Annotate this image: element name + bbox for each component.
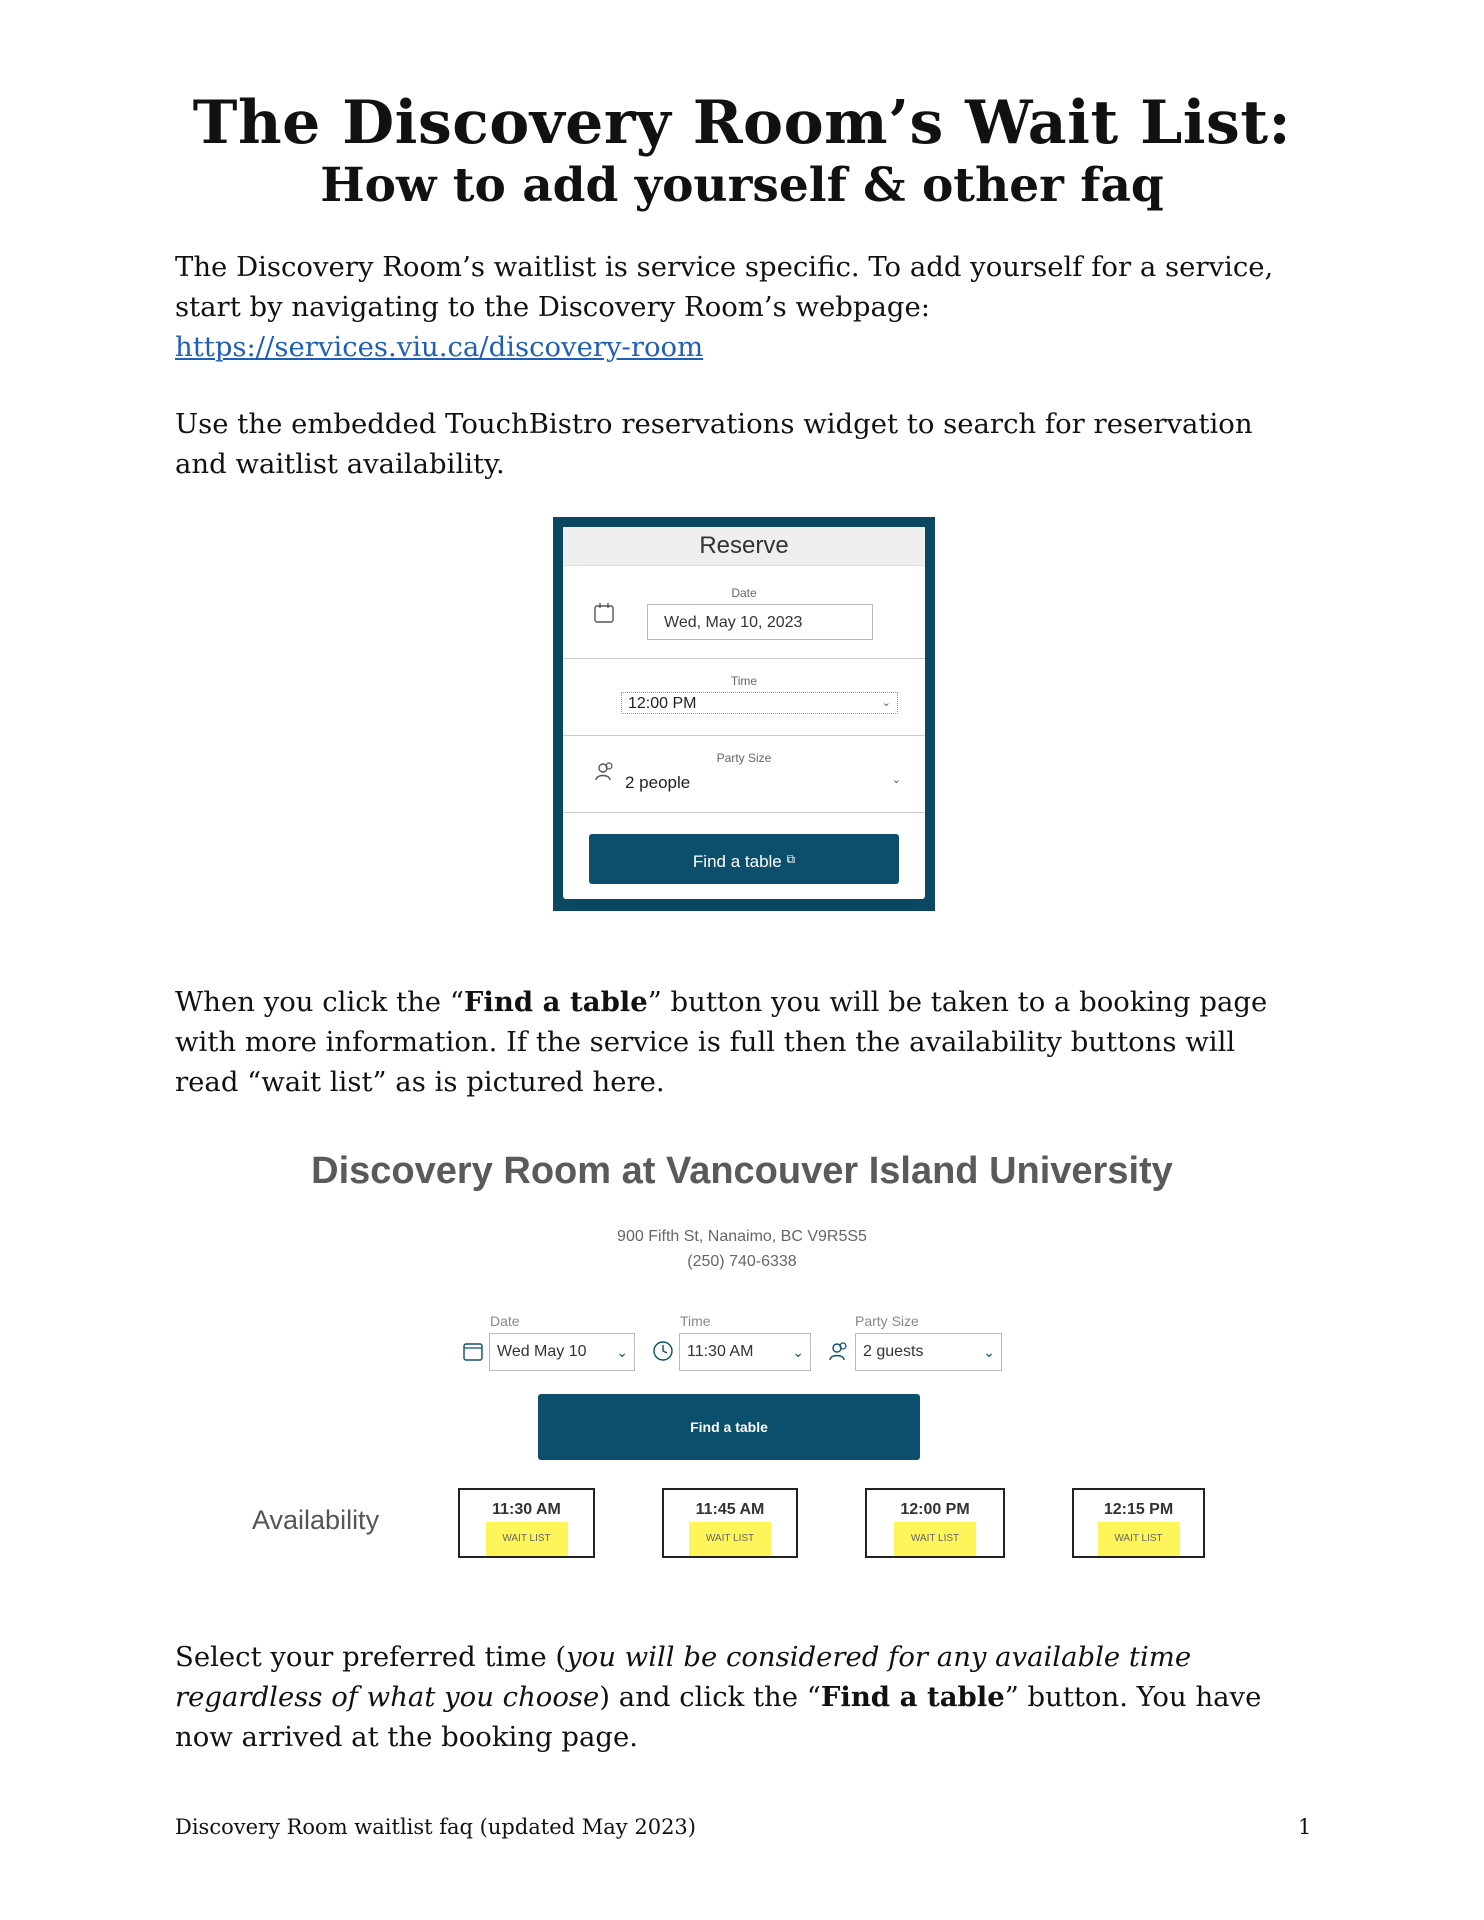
chevron-down-icon: ⌄ xyxy=(881,697,891,709)
clock-icon xyxy=(652,1340,674,1362)
footer-text: Discovery Room waitlist faq (updated May 2023) xyxy=(175,1815,696,1839)
find-table-paragraph xyxy=(175,982,1325,1102)
find-table-line-2: with more information. If the service is full then the availability buttons will xyxy=(175,1026,1236,1058)
reserve-header: Reserve xyxy=(563,527,925,566)
page-number: 1 xyxy=(1298,1815,1312,1839)
time-label: Time xyxy=(730,674,758,688)
slot-time: 11:30 AM xyxy=(492,1501,561,1518)
booking-time-select[interactable] xyxy=(679,1333,811,1371)
select-time-line-3: now arrived at the booking page. xyxy=(175,1721,639,1753)
booking-party-size-value: 2 guests xyxy=(863,1343,924,1360)
discovery-room-link[interactable]: https://services.viu.ca/discovery-room xyxy=(175,331,704,363)
widget-intro-line-1: Use the embedded TouchBistro reservations widget to search for reservation xyxy=(175,408,1253,440)
availability-label: Availability xyxy=(252,1505,380,1535)
people-icon xyxy=(593,760,617,784)
party-size-select[interactable] xyxy=(625,773,690,793)
calendar-icon xyxy=(593,602,615,624)
time-row xyxy=(563,658,925,736)
booking-page-title: Discovery Room at Vancouver Island University xyxy=(311,1150,1173,1192)
availability-slot[interactable] xyxy=(865,1488,1005,1558)
date-row xyxy=(563,566,925,659)
slot-time: 12:15 PM xyxy=(1103,1501,1174,1518)
reserve-widget-screenshot xyxy=(553,517,935,911)
booking-date-select[interactable] xyxy=(489,1333,635,1371)
booking-party-size-select[interactable] xyxy=(855,1333,1002,1371)
calendar-icon xyxy=(462,1340,484,1362)
page-subtitle: How to add yourself & other faq xyxy=(320,158,1164,213)
people-icon xyxy=(827,1340,851,1364)
booking-time-value: 11:30 AM xyxy=(687,1343,754,1360)
wait-list-badge: WAIT LIST xyxy=(689,1522,771,1556)
party-size-label: Party Size xyxy=(716,751,772,765)
find-table-line-1: When you click the “Find a table” button you will be taken to a booking page xyxy=(175,986,1268,1018)
time-select[interactable] xyxy=(621,692,898,714)
party-size-value: 2 people xyxy=(625,773,691,792)
booking-find-a-table-button[interactable]: Find a table xyxy=(538,1394,920,1460)
slot-time: 12:00 PM xyxy=(900,1501,970,1518)
party-size-row xyxy=(563,735,925,813)
select-time-paragraph xyxy=(175,1637,1325,1757)
availability-slot[interactable] xyxy=(662,1488,798,1558)
chevron-down-icon: ⌄ xyxy=(983,1344,995,1360)
intro-line-1: The Discovery Room’s waitlist is service specific. To add yourself for a service, xyxy=(175,251,1274,283)
intro-line-2: start by navigating to the Discovery Room’s webpage: xyxy=(175,291,931,323)
availability-slot[interactable] xyxy=(458,1488,595,1558)
booking-phone: (250) 740-6338 xyxy=(687,1253,797,1270)
select-time-line-2: regardless of what you choose) and click the “Find a table” button. You have xyxy=(175,1681,1262,1713)
page-title: The Discovery Room’s Wait List: xyxy=(192,88,1292,158)
booking-address: 900 Fifth St, Nanaimo, BC V9R5S5 xyxy=(617,1228,867,1245)
intro-paragraph xyxy=(175,247,1325,367)
chevron-down-icon: ⌄ xyxy=(792,1344,804,1360)
external-link-icon: ⧉ xyxy=(786,852,796,866)
availability-slot[interactable] xyxy=(1072,1488,1205,1558)
select-time-line-1: Select your preferred time (you will be considered for any available time xyxy=(175,1641,1192,1673)
wait-list-badge: WAIT LIST xyxy=(486,1522,568,1556)
find-table-line-3: read “wait list” as is pictured here. xyxy=(175,1066,665,1098)
wait-list-badge: WAIT LIST xyxy=(894,1522,976,1556)
chevron-down-icon: ⌄ xyxy=(891,774,901,786)
find-a-table-label: Find a table xyxy=(692,852,782,871)
reserve-widget xyxy=(563,527,925,899)
booking-time-label: Time xyxy=(680,1313,711,1329)
slot-time: 11:45 AM xyxy=(695,1501,765,1518)
booking-party-size-label: Party Size xyxy=(855,1313,919,1329)
date-input[interactable]: Wed, May 10, 2023 xyxy=(647,604,873,640)
wait-list-badge: WAIT LIST xyxy=(1098,1522,1180,1556)
find-a-table-button[interactable] xyxy=(589,834,899,884)
booking-date-label: Date xyxy=(490,1313,520,1329)
widget-intro-line-2: and waitlist availability. xyxy=(175,448,505,480)
chevron-down-icon: ⌄ xyxy=(616,1344,628,1360)
booking-date-value: Wed May 10 xyxy=(497,1343,587,1360)
time-value: 12:00 PM xyxy=(628,695,697,712)
date-label: Date xyxy=(731,586,757,600)
widget-intro-paragraph xyxy=(175,404,1325,484)
